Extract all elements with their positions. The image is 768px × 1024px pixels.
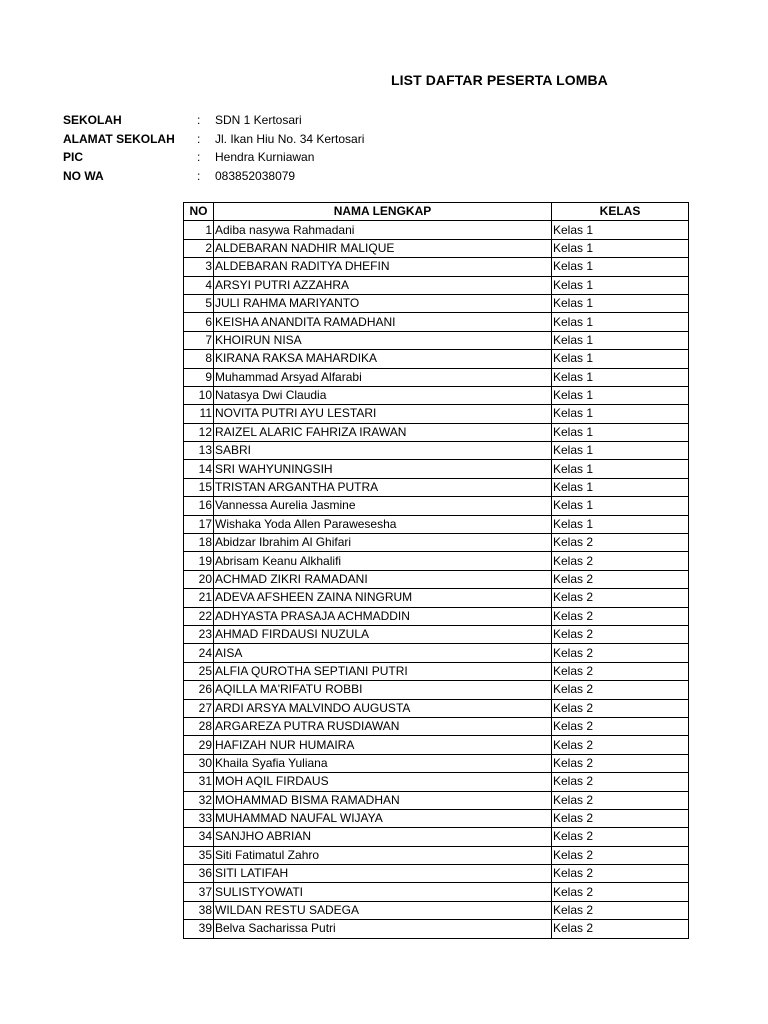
cell-kelas: Kelas 2 — [552, 662, 689, 680]
cell-no: 27 — [184, 699, 214, 717]
cell-name: KIRANA RAKSA MAHARDIKA — [214, 350, 552, 368]
cell-kelas: Kelas 2 — [552, 846, 689, 864]
table-row — [184, 791, 689, 809]
cell-kelas: Kelas 2 — [552, 644, 689, 662]
table-row — [184, 920, 689, 938]
header-no: NO — [184, 203, 214, 221]
cell-name: HAFIZAH NUR HUMAIRA — [214, 736, 552, 754]
cell-no: 34 — [184, 828, 214, 846]
cell-name: ALFIA QUROTHA SEPTIANI PUTRI — [214, 662, 552, 680]
cell-name: ADHYASTA PRASAJA ACHMADDIN — [214, 607, 552, 625]
cell-name: Siti Fatimatul Zahro — [214, 846, 552, 864]
cell-kelas: Kelas 2 — [552, 828, 689, 846]
cell-kelas: Kelas 1 — [552, 239, 689, 257]
info-value: 083852038079 — [215, 169, 296, 184]
cell-no: 15 — [184, 478, 214, 496]
header-name: NAMA LENGKAP — [214, 203, 552, 221]
table-row — [184, 350, 689, 368]
cell-kelas: Kelas 1 — [552, 460, 689, 478]
cell-name: SANJHO ABRIAN — [214, 828, 552, 846]
cell-kelas: Kelas 1 — [552, 478, 689, 496]
cell-name: ARDI ARSYA MALVINDO AUGUSTA — [214, 699, 552, 717]
cell-name: Abidzar Ibrahim Al Ghifari — [214, 534, 552, 552]
cell-no: 16 — [184, 497, 214, 515]
cell-kelas: Kelas 2 — [552, 809, 689, 827]
cell-name: JULI RAHMA MARIYANTO — [214, 294, 552, 312]
table-row — [184, 717, 689, 735]
info-value: SDN 1 Kertosari — [215, 113, 302, 127]
cell-name: RAIZEL ALARIC FAHRIZA IRAWAN — [214, 423, 552, 441]
table-row — [184, 736, 689, 754]
cell-no: 32 — [184, 791, 214, 809]
info-separator: : — [197, 150, 201, 165]
info-separator: : — [197, 113, 201, 127]
cell-name: Adiba nasywa Rahmadani — [214, 221, 552, 239]
table-row — [184, 883, 689, 901]
table-row — [184, 552, 689, 570]
table-row — [184, 239, 689, 257]
cell-no: 31 — [184, 773, 214, 791]
cell-no: 25 — [184, 662, 214, 680]
cell-name: KHOIRUN NISA — [214, 331, 552, 349]
cell-no: 39 — [184, 920, 214, 938]
cell-name: MUHAMMAD NAUFAL WIJAYA — [214, 809, 552, 827]
table-body — [184, 221, 689, 938]
cell-name: Wishaka Yoda Allen Parawesesha — [214, 515, 552, 533]
cell-name: NOVITA PUTRI AYU LESTARI — [214, 405, 552, 423]
cell-no: 26 — [184, 681, 214, 699]
cell-kelas: Kelas 1 — [552, 258, 689, 276]
participant-table — [183, 202, 689, 939]
cell-name: SABRI — [214, 442, 552, 460]
table-row — [184, 773, 689, 791]
cell-kelas: Kelas 2 — [552, 607, 689, 625]
info-separator: : — [197, 169, 201, 184]
cell-no: 22 — [184, 607, 214, 625]
cell-kelas: Kelas 2 — [552, 552, 689, 570]
cell-kelas: Kelas 1 — [552, 313, 689, 331]
cell-no: 30 — [184, 754, 214, 772]
cell-name: MOH AQIL FIRDAUS — [214, 773, 552, 791]
table-row — [184, 276, 689, 294]
cell-name: AHMAD FIRDAUSI NUZULA — [214, 625, 552, 643]
cell-name: SRI WAHYUNINGSIH — [214, 460, 552, 478]
cell-no: 36 — [184, 865, 214, 883]
cell-no: 12 — [184, 423, 214, 441]
cell-name: AQILLA MA'RIFATU ROBBI — [214, 681, 552, 699]
table-row — [184, 699, 689, 717]
cell-kelas: Kelas 1 — [552, 276, 689, 294]
table-row — [184, 405, 689, 423]
cell-kelas: Kelas 2 — [552, 865, 689, 883]
cell-no: 29 — [184, 736, 214, 754]
cell-kelas: Kelas 1 — [552, 442, 689, 460]
info-label: ALAMAT SEKOLAH — [63, 131, 175, 146]
table-row — [184, 644, 689, 662]
cell-no: 33 — [184, 809, 214, 827]
table-row — [184, 662, 689, 680]
cell-name: Natasya Dwi Claudia — [214, 386, 552, 404]
cell-name: ALDEBARAN NADHIR MALIQUE — [214, 239, 552, 257]
cell-no: 8 — [184, 350, 214, 368]
table-row — [184, 901, 689, 919]
cell-name: Muhammad Arsyad Alfarabi — [214, 368, 552, 386]
cell-kelas: Kelas 2 — [552, 534, 689, 552]
cell-no: 23 — [184, 625, 214, 643]
table-row — [184, 313, 689, 331]
cell-kelas: Kelas 1 — [552, 221, 689, 239]
cell-name: ARSYI PUTRI AZZAHRA — [214, 276, 552, 294]
table-row — [184, 828, 689, 846]
cell-name: Belva Sacharissa Putri — [214, 920, 552, 938]
cell-no: 20 — [184, 570, 214, 588]
cell-name: Vannessa Aurelia Jasmine — [214, 497, 552, 515]
cell-no: 38 — [184, 901, 214, 919]
cell-no: 19 — [184, 552, 214, 570]
cell-kelas: Kelas 2 — [552, 570, 689, 588]
cell-kelas: Kelas 2 — [552, 754, 689, 772]
table-row — [184, 534, 689, 552]
table-row — [184, 294, 689, 312]
table-row — [184, 221, 689, 239]
cell-name: ARGAREZA PUTRA RUSDIAWAN — [214, 717, 552, 735]
cell-name: ADEVA AFSHEEN ZAINA NINGRUM — [214, 589, 552, 607]
cell-no: 10 — [184, 386, 214, 404]
cell-no: 2 — [184, 239, 214, 257]
cell-kelas: Kelas 1 — [552, 423, 689, 441]
table-row — [184, 478, 689, 496]
table-row — [184, 515, 689, 533]
cell-name: TRISTAN ARGANTHA PUTRA — [214, 478, 552, 496]
cell-kelas: Kelas 2 — [552, 589, 689, 607]
cell-no: 11 — [184, 405, 214, 423]
cell-name: SULISTYOWATI — [214, 883, 552, 901]
table-row — [184, 497, 689, 515]
cell-kelas: Kelas 1 — [552, 331, 689, 349]
table-row — [184, 607, 689, 625]
cell-no: 21 — [184, 589, 214, 607]
cell-name: Khaila Syafia Yuliana — [214, 754, 552, 772]
cell-name: KEISHA ANANDITA RAMADHANI — [214, 313, 552, 331]
cell-no: 1 — [184, 221, 214, 239]
cell-kelas: Kelas 2 — [552, 736, 689, 754]
table-row — [184, 386, 689, 404]
cell-name: Abrisam Keanu Alkhalifi — [214, 552, 552, 570]
cell-name: ALDEBARAN RADITYA DHEFIN — [214, 258, 552, 276]
cell-no: 3 — [184, 258, 214, 276]
cell-kelas: Kelas 2 — [552, 717, 689, 735]
cell-no: 18 — [184, 534, 214, 552]
table-row — [184, 258, 689, 276]
cell-kelas: Kelas 2 — [552, 901, 689, 919]
cell-no: 6 — [184, 313, 214, 331]
table-row — [184, 368, 689, 386]
cell-no: 35 — [184, 846, 214, 864]
cell-kelas: Kelas 2 — [552, 920, 689, 938]
cell-name: ACHMAD ZIKRI RAMADANI — [214, 570, 552, 588]
table-row — [184, 331, 689, 349]
cell-kelas: Kelas 1 — [552, 294, 689, 312]
cell-kelas: Kelas 1 — [552, 386, 689, 404]
info-label: PIC — [63, 150, 84, 165]
cell-kelas: Kelas 1 — [552, 515, 689, 533]
cell-kelas: Kelas 2 — [552, 681, 689, 699]
table-row — [184, 460, 689, 478]
header-kelas: KELAS — [552, 203, 689, 221]
cell-kelas: Kelas 2 — [552, 625, 689, 643]
cell-no: 7 — [184, 331, 214, 349]
cell-kelas: Kelas 2 — [552, 699, 689, 717]
table-row — [184, 625, 689, 643]
cell-no: 17 — [184, 515, 214, 533]
cell-kelas: Kelas 1 — [552, 368, 689, 386]
cell-kelas: Kelas 1 — [552, 497, 689, 515]
table-row — [184, 442, 689, 460]
table-row — [184, 423, 689, 441]
cell-name: AISA — [214, 644, 552, 662]
cell-kelas: Kelas 1 — [552, 405, 689, 423]
table-row — [184, 589, 689, 607]
table-row — [184, 865, 689, 883]
table-header-row — [184, 203, 689, 221]
page-title: LIST DAFTAR PESERTA LOMBA — [391, 72, 608, 88]
cell-kelas: Kelas 2 — [552, 883, 689, 901]
table-row — [184, 809, 689, 827]
cell-name: SITI LATIFAH — [214, 865, 552, 883]
info-value: Hendra Kurniawan — [215, 150, 315, 165]
info-value: Jl. Ikan Hiu No. 34 Kertosari — [215, 131, 365, 146]
cell-name: WILDAN RESTU SADEGA — [214, 901, 552, 919]
info-label: NO WA — [63, 169, 104, 184]
table-row — [184, 754, 689, 772]
table-row — [184, 846, 689, 864]
cell-no: 28 — [184, 717, 214, 735]
cell-kelas: Kelas 2 — [552, 791, 689, 809]
cell-no: 13 — [184, 442, 214, 460]
table-row — [184, 570, 689, 588]
info-label: SEKOLAH — [63, 113, 122, 127]
table-row — [184, 681, 689, 699]
cell-no: 37 — [184, 883, 214, 901]
cell-no: 24 — [184, 644, 214, 662]
cell-name: MOHAMMAD BISMA RAMADHAN — [214, 791, 552, 809]
cell-no: 9 — [184, 368, 214, 386]
cell-no: 4 — [184, 276, 214, 294]
cell-no: 14 — [184, 460, 214, 478]
info-separator: : — [197, 131, 201, 146]
cell-no: 5 — [184, 294, 214, 312]
cell-kelas: Kelas 1 — [552, 350, 689, 368]
cell-kelas: Kelas 2 — [552, 773, 689, 791]
